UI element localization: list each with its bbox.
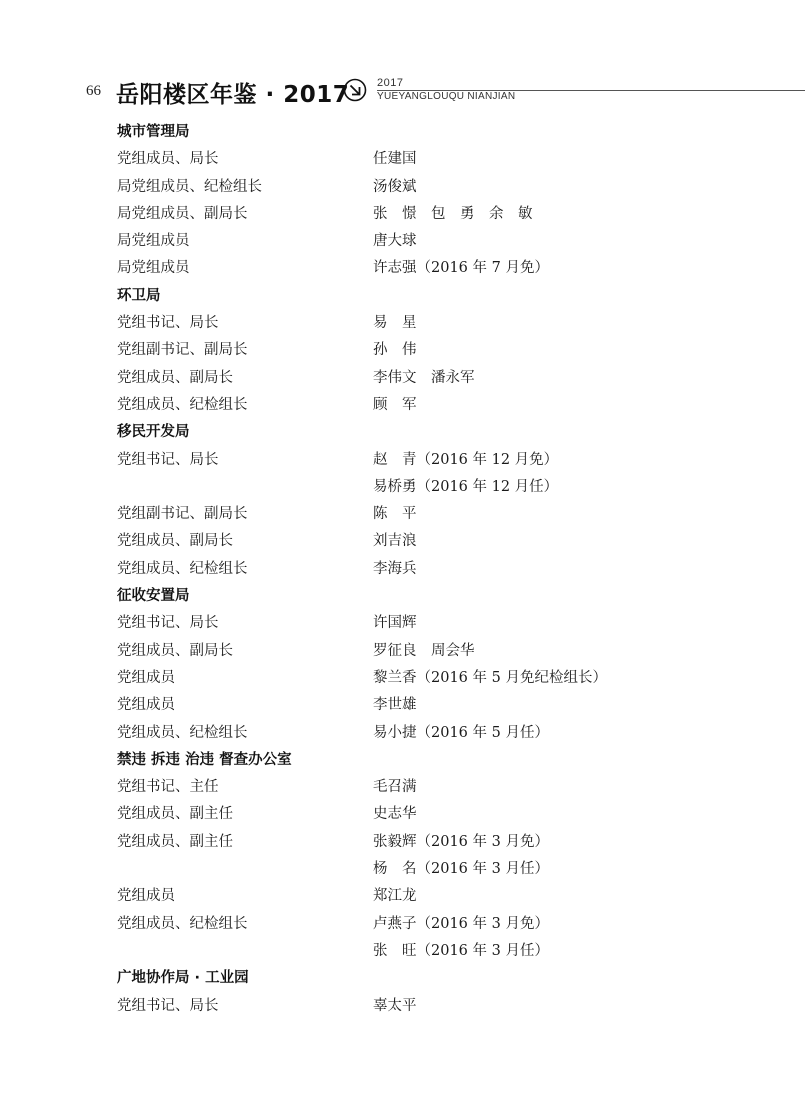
position-title: 党组成员、纪检组长	[117, 915, 248, 932]
person-names: 史志华	[373, 806, 417, 823]
section-title: 广地协作局 · 工业园	[117, 970, 249, 987]
person-names: 毛召满	[373, 779, 417, 796]
position-title: 党组成员	[117, 888, 175, 905]
position-title: 党组成员	[117, 669, 175, 686]
personnel-row	[117, 692, 737, 719]
position-title: 局党组成员	[117, 260, 190, 277]
personnel-row	[117, 474, 737, 501]
section-title: 禁违 拆违 治违 督查办公室	[117, 751, 292, 768]
person-names: 张毅辉（2016 年 3 月免）	[373, 833, 549, 850]
header-pinyin: YUEYANGLOUQU NIANJIAN	[377, 91, 516, 102]
person-names: 许志强（2016 年 7 月免）	[373, 260, 549, 277]
person-names: 李海兵	[373, 560, 417, 577]
personnel-row	[117, 720, 737, 747]
personnel-row	[117, 938, 737, 965]
person-names: 黎兰香（2016 年 5 月免纪检组长）	[373, 669, 607, 686]
position-title: 党组成员、纪检组长	[117, 724, 248, 741]
person-names: 郑江龙	[373, 888, 417, 905]
person-names: 易小捷（2016 年 5 月任）	[373, 724, 549, 741]
book-title: 岳阳楼区年鉴 · 2017	[116, 82, 350, 108]
person-names: 许国辉	[373, 615, 417, 632]
position-title: 党组成员、纪检组长	[117, 396, 248, 413]
personnel-row	[117, 856, 737, 883]
personnel-row	[117, 774, 737, 801]
section-title: 征收安置局	[117, 588, 190, 605]
position-title: 党组成员、纪检组长	[117, 560, 248, 577]
personnel-row	[117, 392, 737, 419]
personnel-row	[117, 501, 737, 528]
position-title: 局党组成员	[117, 233, 190, 250]
position-title: 党组成员、副局长	[117, 369, 233, 386]
person-names: 孙 伟	[373, 342, 417, 359]
person-names: 李世雄	[373, 697, 417, 714]
personnel-row	[117, 829, 737, 856]
personnel-row	[117, 556, 737, 583]
position-title: 党组书记、局长	[117, 315, 219, 332]
personnel-row	[117, 993, 737, 1020]
section-title: 环卫局	[117, 287, 161, 304]
position-title: 党组成员、副局长	[117, 533, 233, 550]
personnel-row	[117, 911, 737, 938]
position-title: 党组书记、局长	[117, 615, 219, 632]
personnel-row	[117, 883, 737, 910]
personnel-row	[117, 610, 737, 637]
person-names: 顾 军	[373, 396, 417, 413]
personnel-row	[117, 255, 737, 282]
person-names: 刘吉浪	[373, 533, 417, 550]
position-title: 党组副书记、副局长	[117, 342, 248, 359]
position-title: 党组书记、局长	[117, 997, 219, 1014]
person-names: 辜太平	[373, 997, 417, 1014]
person-names: 唐大球	[373, 233, 417, 250]
personnel-row	[117, 310, 737, 337]
personnel-list	[117, 119, 737, 1020]
person-names: 罗征良 周会华	[373, 642, 475, 659]
position-title: 党组书记、主任	[117, 779, 219, 796]
personnel-row	[117, 447, 737, 474]
person-names: 陈 平	[373, 506, 417, 523]
person-names: 易 星	[373, 315, 417, 332]
position-title: 党组副书记、副局长	[117, 506, 248, 523]
position-title: 党组成员、副局长	[117, 642, 233, 659]
person-names: 卢燕子（2016 年 3 月免）	[373, 915, 549, 932]
circle-arrow-down-right-icon	[343, 78, 367, 102]
person-names: 杨 名（2016 年 3 月任）	[373, 861, 549, 878]
personnel-row	[117, 801, 737, 828]
person-names: 易桥勇（2016 年 12 月任）	[373, 478, 559, 495]
person-names: 张 憬 包 勇 余 敏	[373, 205, 533, 222]
position-title: 局党组成员、副局长	[117, 205, 248, 222]
position-title: 党组成员、局长	[117, 151, 219, 168]
section-title: 移民开发局	[117, 424, 190, 441]
position-title: 局党组成员、纪检组长	[117, 178, 262, 195]
personnel-row	[117, 228, 737, 255]
header-year: 2017	[377, 77, 404, 89]
position-title: 党组书记、局长	[117, 451, 219, 468]
personnel-row	[117, 146, 737, 173]
personnel-row	[117, 638, 737, 665]
personnel-row	[117, 365, 737, 392]
position-title: 党组成员	[117, 697, 175, 714]
person-names: 汤俊斌	[373, 178, 417, 195]
personnel-row	[117, 201, 737, 228]
person-names: 赵 青（2016 年 12 月免）	[373, 451, 559, 468]
personnel-row	[117, 174, 737, 201]
position-title: 党组成员、副主任	[117, 833, 233, 850]
person-names: 任建国	[373, 151, 417, 168]
personnel-row	[117, 665, 737, 692]
person-names: 李伟文 潘永军	[373, 369, 475, 386]
personnel-row	[117, 337, 737, 364]
position-title: 党组成员、副主任	[117, 806, 233, 823]
personnel-row	[117, 528, 737, 555]
page-number: 66	[86, 83, 101, 99]
section-title: 城市管理局	[117, 124, 190, 140]
person-names: 张 旺（2016 年 3 月任）	[373, 942, 549, 959]
